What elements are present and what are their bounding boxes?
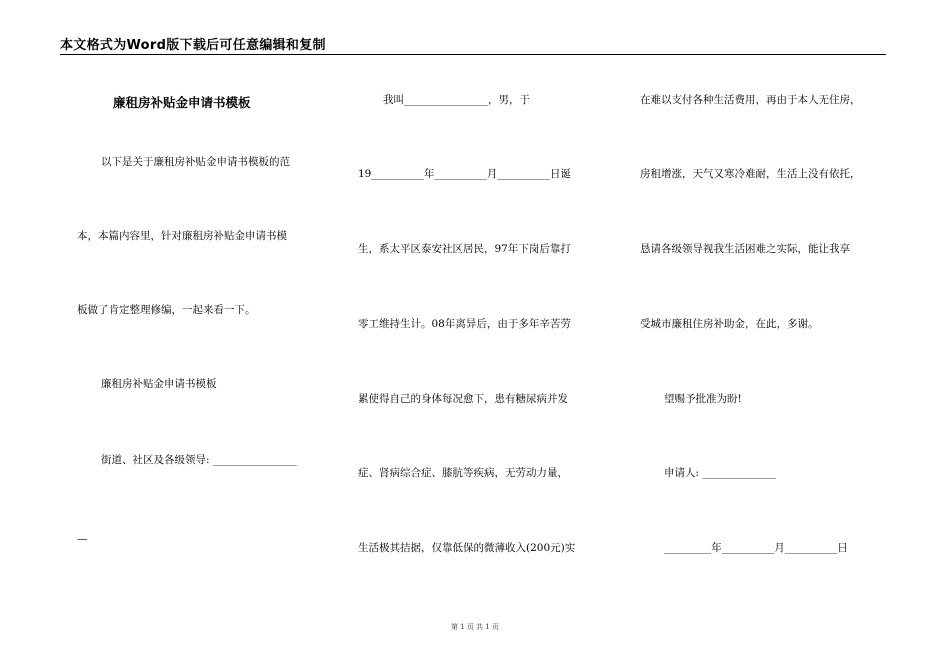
document-header-title: 本文格式为Word版下载后可任意编辑和复制 <box>60 38 326 53</box>
col1-line-6: — <box>77 533 88 545</box>
col3-line-3: 恳请各级领导视我生活困难之实际，能让我享 <box>640 243 850 255</box>
col1-line-3: 板做了肯定整理修编，一起来看一下。 <box>77 304 256 316</box>
col1-line-1: 以下是关于廉租房补贴金申请书模板的范 <box>101 156 290 168</box>
col3-line-2: 房租增涨，天气又寒冷难耐，生活上没有依托， <box>640 168 861 180</box>
header-divider <box>60 54 886 55</box>
col3-line-4: 受城市廉租住房补助金，在此，多谢。 <box>640 318 819 330</box>
col1-line-2: 本，本篇内容里，针对廉租房补贴金申请书模 <box>77 230 287 242</box>
col2-line-2: 19__________年__________月__________日诞 <box>358 168 571 180</box>
col3-line-1: 在难以支付各种生活费用，再由于本人无住房， <box>640 94 861 106</box>
col2-line-4: 零工维持生计。08年离异后，由于多年辛苦劳 <box>358 318 571 330</box>
col2-line-5: 累使得自己的身体每况愈下，患有糖尿病并发 <box>358 393 568 405</box>
page-number-footer: 第 1 页 共 1 页 <box>450 623 500 631</box>
col1-line-4: 廉租房补贴金申请书模板 <box>101 378 217 390</box>
document-title: 廉租房补贴金申请书模板 <box>113 95 251 110</box>
col2-line-1: 我叫________________，男，于 <box>383 94 530 106</box>
col3-line-5: 望赐予批准为盼! <box>664 393 742 405</box>
col3-line-7: _________年__________月__________日 <box>664 542 848 554</box>
col1-line-5: 街道、社区及各级领导: ________________ <box>101 454 297 466</box>
col2-line-3: 生，系太平区泰安社区居民，97年下岗后靠打 <box>358 243 571 255</box>
col2-line-7: 生活极其拮据，仅靠低保的微薄收入(200元)实 <box>358 542 576 554</box>
col2-line-6: 症、肾病综合症、膝肮等疾病，无劳动力量， <box>358 467 568 479</box>
col3-line-6: 申请人: ______________ <box>664 467 776 479</box>
